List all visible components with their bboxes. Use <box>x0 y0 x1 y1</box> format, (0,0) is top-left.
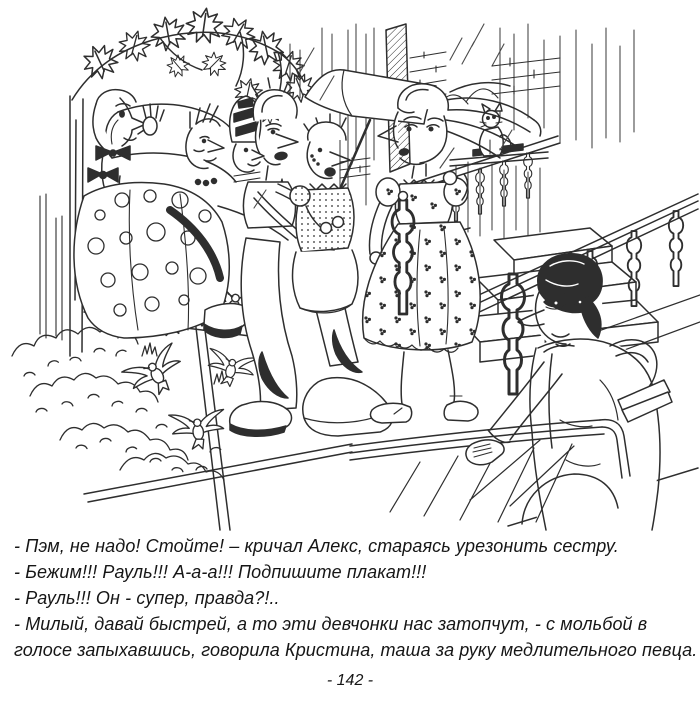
dialogue-line: - Рауль!!! Он - супер, правда?!.. <box>14 588 280 608</box>
page-number: - 142 - <box>326 672 374 689</box>
dialogue-line: - Милый, давай быстрей, а то эти девчонки нас затопчут, - с мольбой в <box>14 614 648 634</box>
dialogue-line: голосе запыхавшись, говорила Кристина, таша за руку медлительного певца. <box>14 640 698 660</box>
dialogue-text <box>14 533 698 663</box>
dialogue-line: - Пэм, не надо! Стойте! – кричал Алекс, стараясь урезонить сестру. <box>14 536 619 556</box>
raoul-hand <box>466 440 504 465</box>
dialogue-line: - Бежим!!! Рауль!!! А-а-а!!! Подпишите плакат!!! <box>14 562 427 582</box>
